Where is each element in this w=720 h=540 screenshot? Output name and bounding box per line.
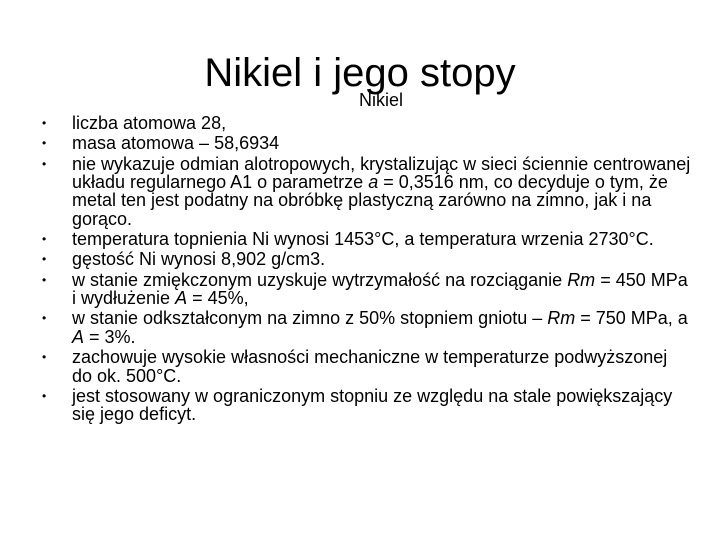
italic-symbol: A bbox=[175, 288, 188, 309]
bullet-text bbox=[72, 387, 692, 424]
bullet-item bbox=[42, 271, 692, 308]
bullet-text bbox=[72, 348, 692, 385]
italic-symbol: Rm bbox=[547, 308, 576, 329]
bullet-item bbox=[42, 250, 692, 268]
text-segment: temperatura topnienia Ni wynosi 1453°C, a temperatura wrzenia 2730°C. bbox=[72, 229, 654, 250]
bullet-item bbox=[42, 230, 692, 248]
bullet-text bbox=[72, 309, 692, 346]
bullet-item bbox=[42, 387, 692, 424]
text-segment: = 45%, bbox=[187, 288, 249, 309]
bullet-marker: • bbox=[42, 136, 47, 151]
bullet-marker: • bbox=[42, 311, 47, 326]
bullet-text bbox=[72, 250, 692, 268]
bullet-text bbox=[72, 271, 692, 308]
bullet-text bbox=[72, 134, 692, 152]
text-segment: jest stosowany w ograniczonym stopniu ze względu na stale powiększający się jego deficyt. bbox=[72, 385, 673, 425]
bullet-marker: • bbox=[42, 272, 47, 287]
bullet-marker: • bbox=[42, 156, 47, 171]
section-heading: Nikiel bbox=[358, 90, 403, 110]
text-segment: zachowuje wysokie własności mechaniczne w temperaturze podwyższonej do ok. 500°C. bbox=[72, 347, 668, 386]
bullet-item bbox=[42, 155, 692, 229]
bullet-marker: • bbox=[42, 252, 47, 267]
bullet-item bbox=[42, 309, 692, 346]
bullet-list bbox=[42, 114, 692, 426]
text-segment: w stanie zmiękczonym uzyskuje wytrzymałość na rozciąganie bbox=[72, 269, 568, 290]
text-segment: = 750 MPa, a bbox=[575, 308, 688, 329]
bullet-marker: • bbox=[42, 388, 47, 403]
bullet-item bbox=[42, 348, 692, 385]
italic-symbol: A bbox=[72, 326, 85, 347]
bullet-item bbox=[42, 114, 692, 132]
text-segment: = 3%. bbox=[84, 326, 136, 347]
slide-title: Nikiel i jego stopy bbox=[204, 50, 516, 95]
text-segment: masa atomowa – 58,6934 bbox=[72, 133, 280, 154]
italic-symbol: Rm bbox=[567, 269, 596, 290]
bullet-text bbox=[72, 230, 692, 248]
text-segment: = 0,3516 nm, co decyduje o tym, że metal ten jest podatny na obróbkę plastyczną zarówno na zimno, jak i na gorąco. bbox=[72, 172, 668, 229]
bullet-text bbox=[72, 155, 692, 229]
bullet-text bbox=[72, 114, 692, 132]
bullet-marker: • bbox=[42, 350, 47, 365]
text-segment: liczba atomowa 28, bbox=[72, 113, 227, 133]
text-segment: w stanie odkształconym na zimno z 50% stopniem gniotu – bbox=[72, 308, 548, 329]
italic-symbol: a bbox=[368, 172, 379, 192]
bullet-item bbox=[42, 134, 692, 152]
text-segment: = 450 MPa i wydłużenie bbox=[72, 269, 688, 309]
bullet-marker: • bbox=[42, 116, 47, 130]
bullet-marker: • bbox=[42, 232, 47, 247]
text-segment: nie wykazuje odmian alotropowych, krystalizując w sieci ściennie centrowanej układu regularnego A1 o parametrze bbox=[72, 153, 691, 192]
text-segment: gęstość Ni wynosi 8,902 g/cm3. bbox=[72, 249, 326, 270]
